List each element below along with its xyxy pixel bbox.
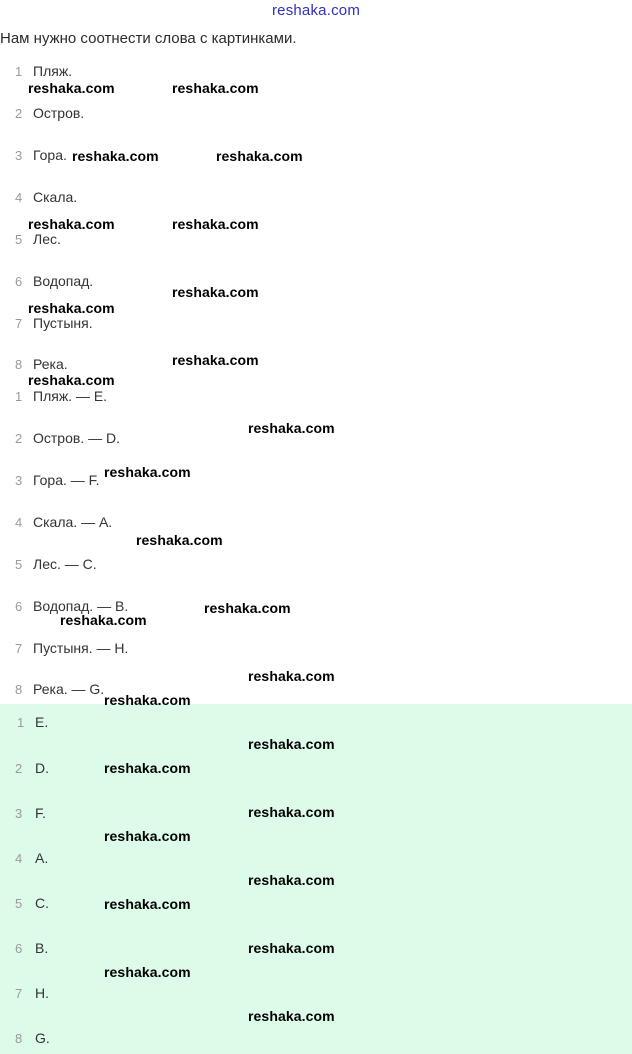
- list-item-number: 7: [15, 986, 23, 1001]
- watermark: reshaka.com: [248, 1008, 335, 1024]
- watermark: reshaka.com: [72, 148, 159, 164]
- list-item-text: Водопад. — B.: [33, 598, 129, 614]
- list-item-text: C.: [35, 895, 49, 911]
- watermark: reshaka.com: [60, 612, 147, 628]
- watermark: reshaka.com: [172, 284, 259, 300]
- list-item-text: Лес. — C.: [33, 556, 97, 572]
- list-item-number: 3: [15, 473, 23, 488]
- list-item-text: Пляж. — E.: [33, 388, 108, 404]
- list-item-text: H.: [35, 985, 49, 1001]
- list-item-number: 5: [15, 232, 23, 247]
- list-item-text: A.: [35, 850, 49, 866]
- watermark: reshaka.com: [248, 420, 335, 436]
- list-item-number: 2: [15, 431, 23, 446]
- list-item-number: 1: [15, 389, 23, 404]
- list-item-text: Пустыня.: [33, 315, 93, 331]
- list-item-text: Лес.: [33, 231, 61, 247]
- watermark: reshaka.com: [172, 216, 259, 232]
- list-item-text: F.: [35, 805, 46, 821]
- list-item-number: 4: [15, 190, 23, 205]
- list-item-number: 8: [15, 682, 23, 697]
- watermark: reshaka.com: [204, 600, 291, 616]
- watermark: reshaka.com: [104, 828, 191, 844]
- list-item-number: 5: [15, 557, 23, 572]
- watermark: reshaka.com: [104, 464, 191, 480]
- watermark: reshaka.com: [248, 872, 335, 888]
- list-item-text: Пляж.: [33, 63, 73, 79]
- watermark: reshaka.com: [28, 80, 115, 96]
- list-item-number: 6: [15, 274, 23, 289]
- watermark: reshaka.com: [104, 692, 191, 708]
- watermark: reshaka.com: [28, 372, 115, 388]
- watermark: reshaka.com: [28, 216, 115, 232]
- list-item-number: 7: [15, 316, 23, 331]
- watermark: reshaka.com: [172, 80, 259, 96]
- list-item-text: Водопад.: [33, 273, 94, 289]
- watermark: reshaka.com: [248, 736, 335, 752]
- watermark: reshaka.com: [248, 804, 335, 820]
- watermark: reshaka.com: [136, 532, 223, 548]
- watermark: reshaka.com: [172, 352, 259, 368]
- list-item-number: 8: [15, 1031, 23, 1046]
- list-item-number: 8: [15, 357, 23, 372]
- list-item-text: Гора.: [33, 147, 67, 163]
- watermark: reshaka.com: [216, 148, 303, 164]
- list-item-number: 3: [15, 806, 23, 821]
- list-item-text: Остров.: [33, 105, 85, 121]
- list-item-text: Скала. — A.: [33, 514, 113, 530]
- list-item-text: G.: [35, 1030, 50, 1046]
- list-item-number: 3: [15, 148, 23, 163]
- list-item-number: 4: [15, 851, 23, 866]
- watermark: reshaka.com: [28, 300, 115, 316]
- watermark: reshaka.com: [248, 940, 335, 956]
- list-item-number: 6: [15, 941, 23, 956]
- list-item-text: Пустыня. — H.: [33, 640, 129, 656]
- watermark: reshaka.com: [248, 668, 335, 684]
- watermark: reshaka.com: [104, 760, 191, 776]
- list-item-number: 2: [15, 761, 23, 776]
- list-item-number: 7: [15, 641, 23, 656]
- watermark: reshaka.com: [104, 896, 191, 912]
- list-item-text: B.: [35, 940, 49, 956]
- list-item-text: D.: [35, 760, 49, 776]
- list-item-text: Гора. — F.: [33, 472, 100, 488]
- list-item-number: 4: [15, 515, 23, 530]
- list-item-text: Скала.: [33, 189, 78, 205]
- list-item-number: 5: [15, 896, 23, 911]
- list-item-text: Река. — G.: [33, 681, 105, 697]
- list-item-number: 1: [15, 64, 23, 79]
- list-item-text: Остров. — D.: [33, 430, 120, 446]
- site-link[interactable]: reshaka.com: [271, 2, 361, 19]
- intro-text: Нам нужно соотнести слова с картинками.: [0, 30, 297, 47]
- list-item-number: 6: [15, 599, 23, 614]
- list-item-number: 2: [15, 106, 23, 121]
- list-item-text: E.: [35, 714, 49, 730]
- list-item-text: Река.: [33, 356, 68, 372]
- list-item-number: 1: [17, 715, 25, 730]
- watermark: reshaka.com: [104, 964, 191, 980]
